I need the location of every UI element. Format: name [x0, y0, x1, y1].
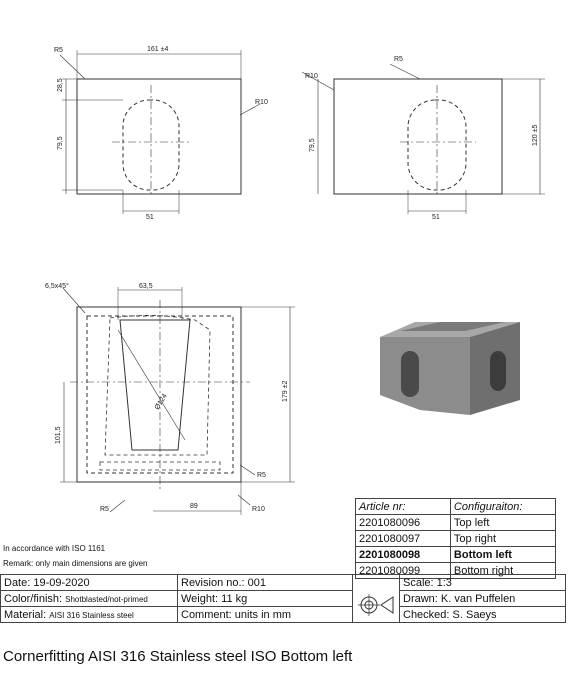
- article-header-nr: Article nr:: [356, 499, 451, 515]
- color-cell: [1, 591, 178, 607]
- dim-bottom-bl: 89: [190, 503, 198, 510]
- document-title: Cornerfitting AISI 316 Stainless steel ISO Bottom left: [3, 648, 353, 665]
- projection-symbol-icon: [357, 591, 395, 619]
- material-value: AISI 316 Stainless steel: [49, 610, 134, 620]
- dim-bottom: 51: [146, 214, 154, 221]
- article-nr: 2201080098: [356, 547, 451, 563]
- view-top-left: [60, 50, 260, 214]
- dim-r5: R5: [54, 47, 63, 54]
- color-label: Color/finish:: [4, 592, 63, 605]
- dim-left-bl: 101,5: [55, 426, 62, 444]
- article-nr: 2201080096: [356, 515, 451, 531]
- comment-cell: Comment: units in mm: [178, 607, 353, 623]
- view-bottom-left: [60, 287, 295, 515]
- article-config: Bottom right: [450, 563, 555, 579]
- weight-cell: Weight: 11 kg: [178, 591, 353, 607]
- dim-r10: R10: [255, 99, 268, 106]
- projection-symbol-cell: [353, 591, 400, 623]
- dim-diag: Ø124: [153, 392, 169, 412]
- article-config: Top left: [450, 515, 555, 531]
- material-cell: [1, 607, 178, 623]
- date-cell: Date: 19-09-2020: [1, 575, 178, 591]
- dim-height-bl: 179 ±2: [282, 380, 289, 402]
- projection-cell-top: [353, 575, 400, 591]
- article-table: [355, 498, 556, 579]
- article-config: Bottom left: [450, 547, 555, 563]
- scale-cell: Scale: 1:3: [400, 575, 566, 591]
- dim-bottom-tr: 51: [432, 214, 440, 221]
- remark-note: Remark: only main dimensions are given: [3, 559, 148, 568]
- article-nr: 2201080099: [356, 563, 451, 579]
- dim-width: 161 ±4: [147, 46, 169, 53]
- article-header-config: Configuraiton:: [450, 499, 555, 515]
- revision-cell: Revision no.: 001: [178, 575, 353, 591]
- dim-h-mid-tr: 79,5: [309, 138, 316, 152]
- iso-note: In accordance with ISO 1161: [3, 544, 106, 553]
- dim-r10-bl: R10: [252, 506, 265, 513]
- color-value: Shotblasted/not-primed: [65, 594, 148, 604]
- dim-r10-tr: R10: [305, 73, 318, 80]
- drawn-cell: Drawn: K. van Puffelen: [400, 591, 566, 607]
- title-block: [0, 574, 566, 623]
- checked-cell: Checked: S. Saeys: [400, 607, 566, 623]
- dim-h-top: 28,5: [57, 78, 64, 92]
- article-nr: 2201080097: [356, 531, 451, 547]
- dim-h-mid: 79,5: [57, 136, 64, 150]
- material-label: Material:: [4, 608, 47, 621]
- product-3d-render: [350, 300, 550, 460]
- dim-chamfer: 6,5x45°: [45, 283, 69, 290]
- dim-r5-bl: R5: [100, 506, 109, 513]
- dim-r5-br: R5: [257, 472, 266, 479]
- dim-height-tr: 120 ±5: [532, 124, 539, 146]
- article-config: Top right: [450, 531, 555, 547]
- view-top-right: [302, 64, 545, 214]
- dim-r5-tr: R5: [394, 56, 403, 63]
- dim-top-bl: 63,5: [139, 283, 153, 290]
